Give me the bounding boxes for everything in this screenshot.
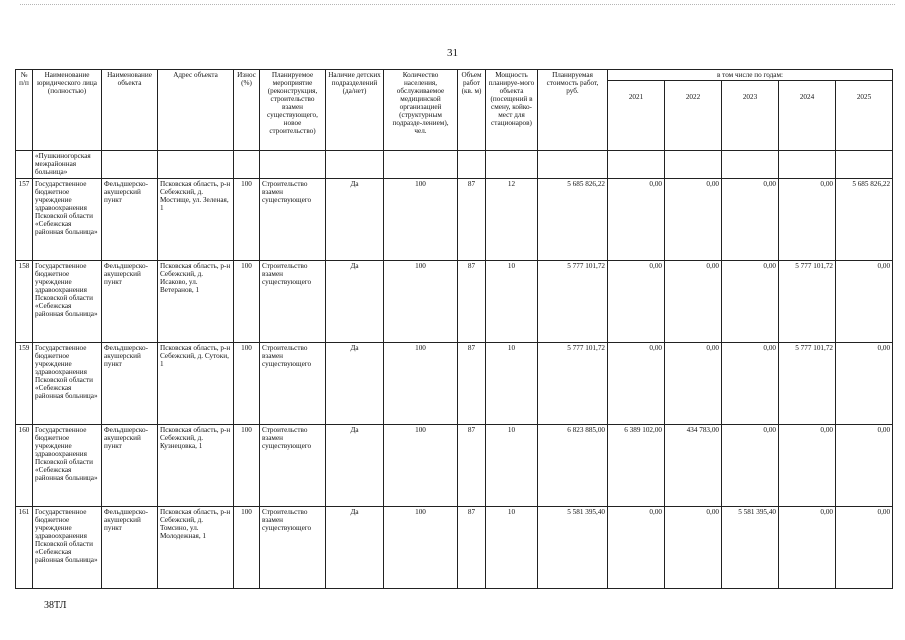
cell-legal-name: Государственное бюджетное учреждение здравоохранения Псковской области «Себежская районная больница» <box>33 343 102 425</box>
cell-object-name: Фельдшерско-акушерский пункт <box>102 507 158 589</box>
cell-y2023: 5 581 395,40 <box>722 507 779 589</box>
cell-children-units: Да <box>326 425 384 507</box>
cell-y2024: 0,00 <box>779 425 836 507</box>
header-legal-name: Наименование юридического лица (полностью) <box>33 70 102 151</box>
header-address: Адрес объекта <box>158 70 234 151</box>
footer-code: 38ТЛ <box>44 600 67 611</box>
header-year-2023: 2023 <box>722 81 779 151</box>
header-year-2025: 2025 <box>836 81 893 151</box>
cell-cost: 5 685 826,22 <box>538 179 608 261</box>
cell-address: Псковская область, р-н Себежский, д. Мостище, ул. Зеленая, 1 <box>158 179 234 261</box>
cell-wear: 100 <box>234 425 260 507</box>
cell-object-name: Фельдшерско-акушерский пункт <box>102 261 158 343</box>
header-cost: Планируемая стоимость работ, руб. <box>538 70 608 151</box>
cell-num: 157 <box>16 179 33 261</box>
continuation-legal-name: «Пушкиногорская межрайонная больница» <box>33 151 102 179</box>
cell-planned-event: Строительство взамен существующего <box>260 425 326 507</box>
header-children-units: Наличие детских подразделений (да/нет) <box>326 70 384 151</box>
top-scan-rule <box>20 4 895 5</box>
cell-address: Псковская область, р-н Себежский, д. Исаково, ул. Ветеранов, 1 <box>158 261 234 343</box>
cell-y2023: 0,00 <box>722 179 779 261</box>
cell-address: Псковская область, р-н Себежский, д. Томсино, ул. Молодежная, 1 <box>158 507 234 589</box>
cell-wear: 100 <box>234 179 260 261</box>
cell-object-name: Фельдшерско-акушерский пункт <box>102 179 158 261</box>
cell-y2022: 0,00 <box>665 507 722 589</box>
cell-work-volume: 87 <box>458 261 486 343</box>
cell-population: 100 <box>384 261 458 343</box>
cell-y2025: 0,00 <box>836 343 893 425</box>
cell-planned-event: Строительство взамен существующего <box>260 179 326 261</box>
construction-plan-table <box>15 69 893 589</box>
cell-capacity: 10 <box>486 507 538 589</box>
cell-work-volume: 87 <box>458 179 486 261</box>
cell-cost: 5 777 101,72 <box>538 261 608 343</box>
cell-object-name: Фельдшерско-акушерский пункт <box>102 425 158 507</box>
cell-object-name: Фельдшерско-акушерский пункт <box>102 343 158 425</box>
cell-children-units: Да <box>326 261 384 343</box>
cell-y2023: 0,00 <box>722 343 779 425</box>
cell-wear: 100 <box>234 507 260 589</box>
cell-y2022: 0,00 <box>665 343 722 425</box>
cell-y2023: 0,00 <box>722 425 779 507</box>
cell-work-volume: 87 <box>458 343 486 425</box>
header-capacity: Мощность планируе-мого объекта (посещений в смену, койко-мест для стационаров) <box>486 70 538 151</box>
header-year-2021: 2021 <box>608 81 665 151</box>
cell-children-units: Да <box>326 343 384 425</box>
cell-planned-event: Строительство взамен существующего <box>260 343 326 425</box>
cell-y2021: 0,00 <box>608 507 665 589</box>
cell-population: 100 <box>384 425 458 507</box>
cell-y2025: 5 685 826,22 <box>836 179 893 261</box>
cell-y2022: 0,00 <box>665 261 722 343</box>
cell-y2025: 0,00 <box>836 507 893 589</box>
cell-population: 100 <box>384 507 458 589</box>
cell-wear: 100 <box>234 261 260 343</box>
cell-capacity: 10 <box>486 261 538 343</box>
cell-capacity: 10 <box>486 343 538 425</box>
cell-y2022: 0,00 <box>665 179 722 261</box>
cell-cost: 6 823 885,00 <box>538 425 608 507</box>
cell-children-units: Да <box>326 179 384 261</box>
header-planned-event: Планируемое мероприятие (реконструкция, строительство взамен существующего, новое строительство) <box>260 70 326 151</box>
cell-y2024: 5 777 101,72 <box>779 261 836 343</box>
cell-population: 100 <box>384 343 458 425</box>
cell-cost: 5 581 395,40 <box>538 507 608 589</box>
cell-num: 159 <box>16 343 33 425</box>
cell-legal-name: Государственное бюджетное учреждение здравоохранения Псковской области «Себежская районная больница» <box>33 179 102 261</box>
cell-address: Псковская область, р-н Себежский, д. Кузнецовка, 1 <box>158 425 234 507</box>
cell-address: Псковская область, р-н Себежский, д. Сутоки, 1 <box>158 343 234 425</box>
header-year-2022: 2022 <box>665 81 722 151</box>
cell-y2021: 0,00 <box>608 261 665 343</box>
table-row <box>16 261 893 343</box>
table-row <box>16 179 893 261</box>
cell-capacity: 12 <box>486 179 538 261</box>
cell-capacity: 10 <box>486 425 538 507</box>
cell-legal-name: Государственное бюджетное учреждение здравоохранения Псковской области «Себежская районная больница» <box>33 507 102 589</box>
header-object-name: Наименование объекта <box>102 70 158 151</box>
cell-legal-name: Государственное бюджетное учреждение здравоохранения Псковской области «Себежская районная больница» <box>33 261 102 343</box>
cell-planned-event: Строительство взамен существующего <box>260 507 326 589</box>
header-num: № п/п <box>16 70 33 151</box>
cell-y2024: 0,00 <box>779 507 836 589</box>
header-wear: Износ (%) <box>234 70 260 151</box>
table-row <box>16 343 893 425</box>
table-row <box>16 425 893 507</box>
cell-children-units: Да <box>326 507 384 589</box>
cell-population: 100 <box>384 179 458 261</box>
cell-y2021: 0,00 <box>608 343 665 425</box>
header-population: Количество населения, обслуживаемое медицинской организацией (структурным подразде-лением), чел. <box>384 70 458 151</box>
cell-work-volume: 87 <box>458 425 486 507</box>
header-years-group: в том числе по годам: <box>608 70 893 81</box>
page-number: 31 <box>447 47 458 59</box>
cell-y2021: 6 389 102,00 <box>608 425 665 507</box>
cell-y2024: 5 777 101,72 <box>779 343 836 425</box>
cell-wear: 100 <box>234 343 260 425</box>
continuation-row <box>16 151 893 179</box>
cell-cost: 5 777 101,72 <box>538 343 608 425</box>
cell-num: 161 <box>16 507 33 589</box>
cell-y2025: 0,00 <box>836 425 893 507</box>
header-row-1 <box>16 70 893 81</box>
cell-planned-event: Строительство взамен существующего <box>260 261 326 343</box>
cell-num: 160 <box>16 425 33 507</box>
header-work-volume: Объем работ (кв. м) <box>458 70 486 151</box>
cell-y2024: 0,00 <box>779 179 836 261</box>
table-row <box>16 507 893 589</box>
cell-y2025: 0,00 <box>836 261 893 343</box>
cell-y2023: 0,00 <box>722 261 779 343</box>
header-year-2024: 2024 <box>779 81 836 151</box>
cell-legal-name: Государственное бюджетное учреждение здравоохранения Псковской области «Себежская районная больница» <box>33 425 102 507</box>
cell-num: 158 <box>16 261 33 343</box>
cell-y2022: 434 783,00 <box>665 425 722 507</box>
cell-work-volume: 87 <box>458 507 486 589</box>
cell-y2021: 0,00 <box>608 179 665 261</box>
